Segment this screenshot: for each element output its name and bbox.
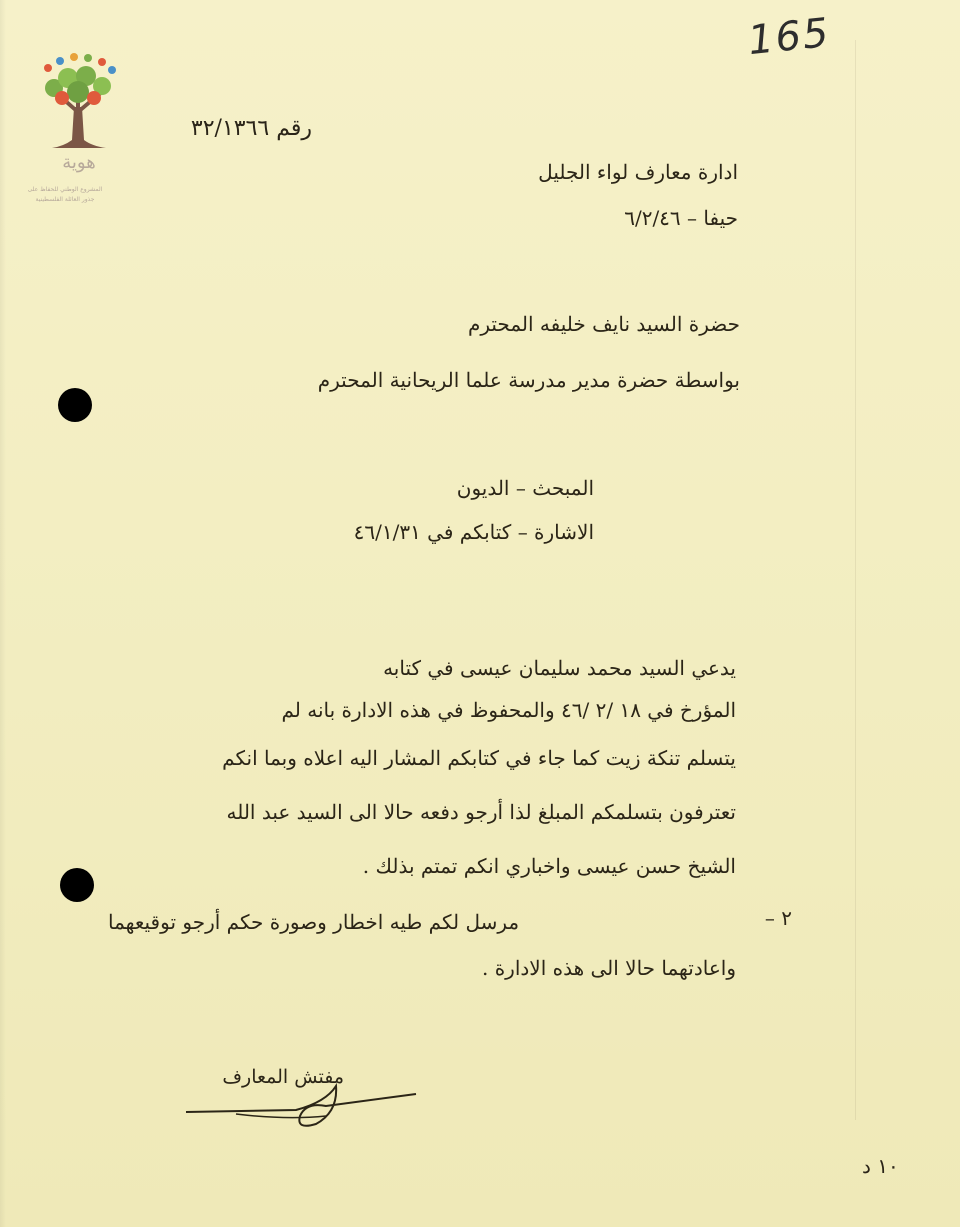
punch-hole-bottom <box>60 868 94 902</box>
body-line-2: المؤرخ في ١٨ /٢ /٤٦ والمحفوظ في هذه الادارة بانه لم <box>281 698 736 722</box>
addressee-line-2: بواسطة حضرة مدير مدرسة علما الريحانية المحترم <box>317 368 740 392</box>
office-name: ادارة معارف لواء الجليل <box>538 160 738 184</box>
logo-name: هوية <box>62 152 96 173</box>
body-line-1: يدعي السيد محمد سليمان عيسى في كتابه <box>383 656 736 680</box>
item-2-line-1: مرسل لكم طيه اخطار وصورة حكم أرجو توقيعهما <box>108 910 520 934</box>
body-line-3: يتسلم تنكة زيت كما جاء في كتابكم المشار اليه اعلاه وبما انكم <box>222 746 736 770</box>
corner-mark: ١٠ د <box>862 1154 899 1178</box>
page-number: 165 <box>745 9 833 65</box>
logo-tagline-1: المشروع الوطني للحفاظ على <box>27 186 103 193</box>
item-2-number: ٢ – <box>764 906 792 930</box>
family-tree-icon <box>34 52 124 152</box>
logo-tagline-2: جذور العائلة الفلسطينية <box>35 196 95 203</box>
body-line-4: تعترفون بتسلمكم المبلغ لذا أرجو دفعه حالا الى السيد عبد الله <box>226 800 736 824</box>
subject-line: المبحث – الديون <box>456 476 594 500</box>
signature-title: مفتش المعارف <box>222 1066 344 1088</box>
addressee-line-1: حضرة السيد نايف خليفه المحترم <box>467 312 740 336</box>
body-line-5: الشيخ حسن عيسى واخباري انكم تمتم بذلك . <box>362 854 736 878</box>
punch-hole-top <box>58 388 92 422</box>
item-2-line-2: واعادتهما حالا الى هذه الادارة . <box>481 956 736 980</box>
reference-line: الاشارة – كتابكم في ٤٦/١/٣١ <box>353 520 594 544</box>
signature-scribble <box>176 1072 436 1132</box>
reference-number: رقم ٣٢/١٣٦٦ <box>190 116 312 141</box>
place-date: حيفا – ٦/٢/٤٦ <box>624 206 738 230</box>
margin-crease <box>855 40 856 1120</box>
